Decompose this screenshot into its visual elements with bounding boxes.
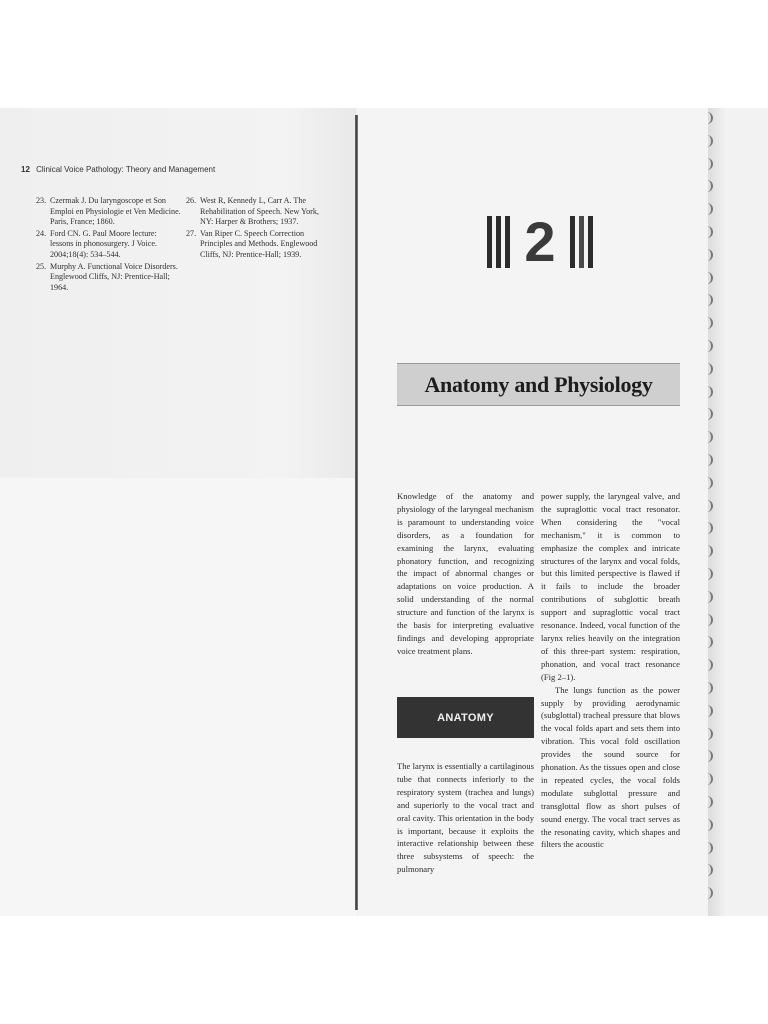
binding-marks	[704, 112, 720, 912]
binding-mark	[706, 226, 713, 238]
binding-mark	[706, 750, 713, 762]
section-heading: ANATOMY	[437, 711, 494, 724]
chapter-number-block	[455, 210, 625, 273]
binding-mark	[706, 591, 713, 603]
chapter-number: 2	[524, 210, 556, 273]
reference-item: 24. Ford CN. G. Paul Moore lecture: lessons in phonosurgery. J Voice. 2004;18(4): 534–544.	[36, 228, 157, 259]
binding-mark	[706, 340, 713, 352]
reference-item: 25. Murphy A. Functional Voice Disorders. Englewood Cliffs, NJ: Prentice-Hall; 1964.	[36, 261, 178, 292]
binding-mark	[706, 203, 713, 215]
binding-mark	[706, 636, 713, 648]
right-column	[541, 490, 680, 851]
binding-mark	[706, 522, 713, 534]
binding-mark	[706, 180, 713, 192]
chapter-title-band	[397, 363, 680, 406]
running-head	[21, 165, 215, 174]
binding-mark	[706, 659, 713, 671]
binding-mark	[706, 454, 713, 466]
right-column-paragraph-2: The lungs function as the power supply by providing aerodynamic (subglottal) tracheal pressure that blows the vocal folds apart and sets them into vibration. This vocal fold oscillation provides the sound source for phonation. As the tissues open and close in repeated cycles, the vocal folds modulate subglottal pressure and transglottal flow as short pulses of sound energy. The vocal tract serves as the resonating cavity, which shapes and filters the acoustic	[541, 684, 680, 850]
binding-mark	[706, 568, 713, 580]
decorative-bars-left	[487, 216, 510, 268]
binding-mark	[706, 294, 713, 306]
binding-mark	[706, 386, 713, 398]
references-column-1	[36, 196, 182, 294]
binding-mark	[706, 112, 713, 124]
chapter-title: Anatomy and Physiology	[424, 371, 653, 397]
binding-mark	[706, 249, 713, 261]
section-heading-band	[397, 697, 534, 738]
reference-item: 26. West R, Kennedy L, Carr A. The Rehabilitation of Speech. New York, NY: Harper & Brothers; 1937.	[186, 196, 319, 227]
binding-mark	[706, 614, 713, 626]
binding-mark	[706, 887, 713, 899]
decorative-bars-right	[570, 216, 593, 268]
binding-mark	[706, 158, 713, 170]
binding-mark	[706, 317, 713, 329]
running-head-title: Clinical Voice Pathology: Theory and Management	[36, 165, 216, 174]
left-page-blank-area	[0, 478, 356, 916]
anatomy-paragraph: The larynx is essentially a cartilaginous tube that connects inferiorly to the respiratory system (trachea and lungs) and superiorly to the vocal tract and oral cavity. This orientation in the body is important, because it exploits the interactive relationship between these three subsystems of speech: the pulmonary	[397, 761, 534, 875]
intro-column	[397, 490, 534, 658]
binding-mark	[706, 135, 713, 147]
intro-paragraph: Knowledge of the anatomy and physiology of the laryngeal mechanism is paramount to understanding voice disorders, as a foundation for examining the larynx, evaluating phonatory function, and recognizing the impact of abnormal changes or adaptations on voice production. A solid understanding of the normal structure and function of the larynx is the basis for interpreting evaluative findings and developing appropriate voice treatment plans.	[397, 491, 534, 656]
binding-mark	[706, 842, 713, 854]
reference-item: 27. Van Riper C. Speech Correction Principles and Methods. Englewood Cliffs, NJ: Prentice-Hall; 1939.	[186, 228, 318, 259]
binding-mark	[706, 477, 713, 489]
binding-mark	[706, 363, 713, 375]
binding-mark	[706, 864, 713, 876]
anatomy-column	[397, 760, 534, 876]
references-column-2	[186, 196, 334, 262]
binding-mark	[706, 408, 713, 420]
binding-mark	[706, 773, 713, 785]
binding-mark	[706, 705, 713, 717]
reference-item: 23. Czermak J. Du laryngoscope et Son Emploi en Physiologie et Ven Medicine. Paris, France; 1860.	[36, 196, 181, 227]
right-column-paragraph-1: power supply, the laryngeal valve, and the supraglottic vocal tract resonator. When considering the "vocal mechanism," it is common to emphasize the complex and intricate structures of the larynx and vocal folds, but this limited perspective is flawed if it fails to include the broader contributions of subglottic breath support and supraglottic vocal tract resonance. Indeed, vocal function of the larynx relies heavily on the integration of this three-part system: respiration, phonation, and vocal tract resonance (Fig 2–1).	[541, 491, 680, 682]
page-number: 12	[21, 165, 30, 174]
binding-mark	[706, 819, 713, 831]
binding-mark	[706, 272, 713, 284]
binding-mark	[706, 431, 713, 443]
binding-mark	[706, 545, 713, 557]
binding-mark	[706, 500, 713, 512]
binding-mark	[706, 682, 713, 694]
binding-mark	[706, 796, 713, 808]
book-spine	[355, 115, 358, 910]
binding-mark	[706, 728, 713, 740]
